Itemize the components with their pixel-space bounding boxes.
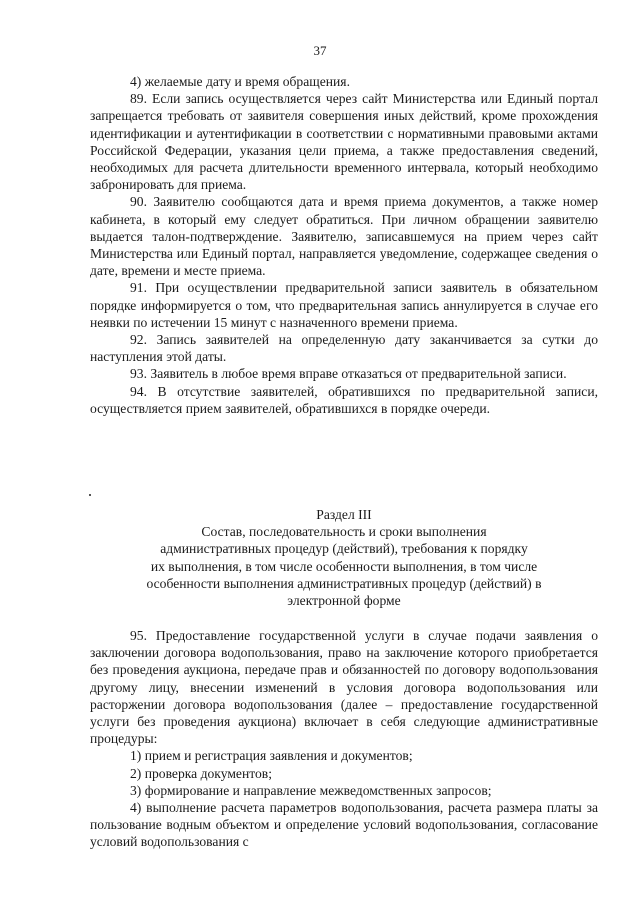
section-heading-line: Состав, последовательность и сроки выполнения xyxy=(201,524,487,540)
section-heading xyxy=(90,506,598,609)
paragraph: 89. Если запись осуществляется через сайт Министерства или Единый портал запрещается требовать от заявителя совершения иных действий, кроме прохождения идентификации и аутентификации в соответствии с нормативными правовыми актами Российской Федерации, указания цели приема, а также предоставления сведений, необходимых для расчета длительности временного интервала, который необходимо забронировать для приема. xyxy=(90,91,598,193)
section-title: Раздел III xyxy=(316,507,372,522)
section-heading-line: их выполнения, в том числе особенности выполнения, в том числе xyxy=(150,558,538,574)
list-item: 4) выполнение расчета параметров водопользования, расчета размера платы за пользование водным объектом и определение условий водопользования, согласование условий водопользования с xyxy=(90,800,598,850)
paragraph: 95. Предоставление государственной услуги в случае подачи заявления о заключении договора водопользования, право на заключение которого приобретается без проведения аукциона, передаче прав и обязанностей по договору водопользования другому лицу, внесении изменений в условия договора водопользования или расторжении договора водопользования (далее – предоставление государственной услуги без проведения аукциона) включает в себя следующие административные процедуры: xyxy=(90,628,598,747)
list-item: 1) прием и регистрация заявления и документов; xyxy=(130,748,413,764)
paragraph: 93. Заявитель в любое время вправе отказаться от предварительной записи. xyxy=(130,366,567,382)
section-heading-line: особенности выполнения административных процедур (действий) в xyxy=(146,575,542,591)
page-number: 37 xyxy=(313,43,327,58)
section-heading-line: электронной форме xyxy=(287,593,401,609)
paragraph: 90. Заявителю сообщаются дата и время приема документов, а также номер кабинета, в который ему следует обратиться. При личном обращении заявителю выдается талон-подтверждение. Заявителю, записавшемуся на прием через сайт Министерства или Единый портал, направляется уведомление, содержащее сведения о дате, времени и месте приема. xyxy=(90,194,598,279)
text-block-bottom xyxy=(90,627,598,851)
paragraph: 94. В отсутствие заявителей, обратившихся по предварительной записи, осуществляется прием заявителей, обратившихся в порядке очереди. xyxy=(90,383,598,416)
list-item: 3) формирование и направление межведомственных запросов; xyxy=(130,782,492,798)
paragraph: 4) желаемые дату и время обращения. xyxy=(130,74,350,89)
list-item: 2) проверка документов; xyxy=(130,765,272,781)
text-block-top xyxy=(90,73,598,417)
paragraph: 91. При осуществлении предварительной записи заявитель в обязательном порядке информируется о том, что предварительная запись аннулируется в случае его неявки по истечении 15 минут с назначенного времени приема. xyxy=(90,280,598,330)
section-heading-line: административных процедур (действий), требования к порядку xyxy=(160,541,528,557)
scan-speck xyxy=(89,494,91,496)
paragraph: 92. Запись заявителей на определенную дату заканчивается за сутки до наступления этой даты. xyxy=(90,332,598,365)
